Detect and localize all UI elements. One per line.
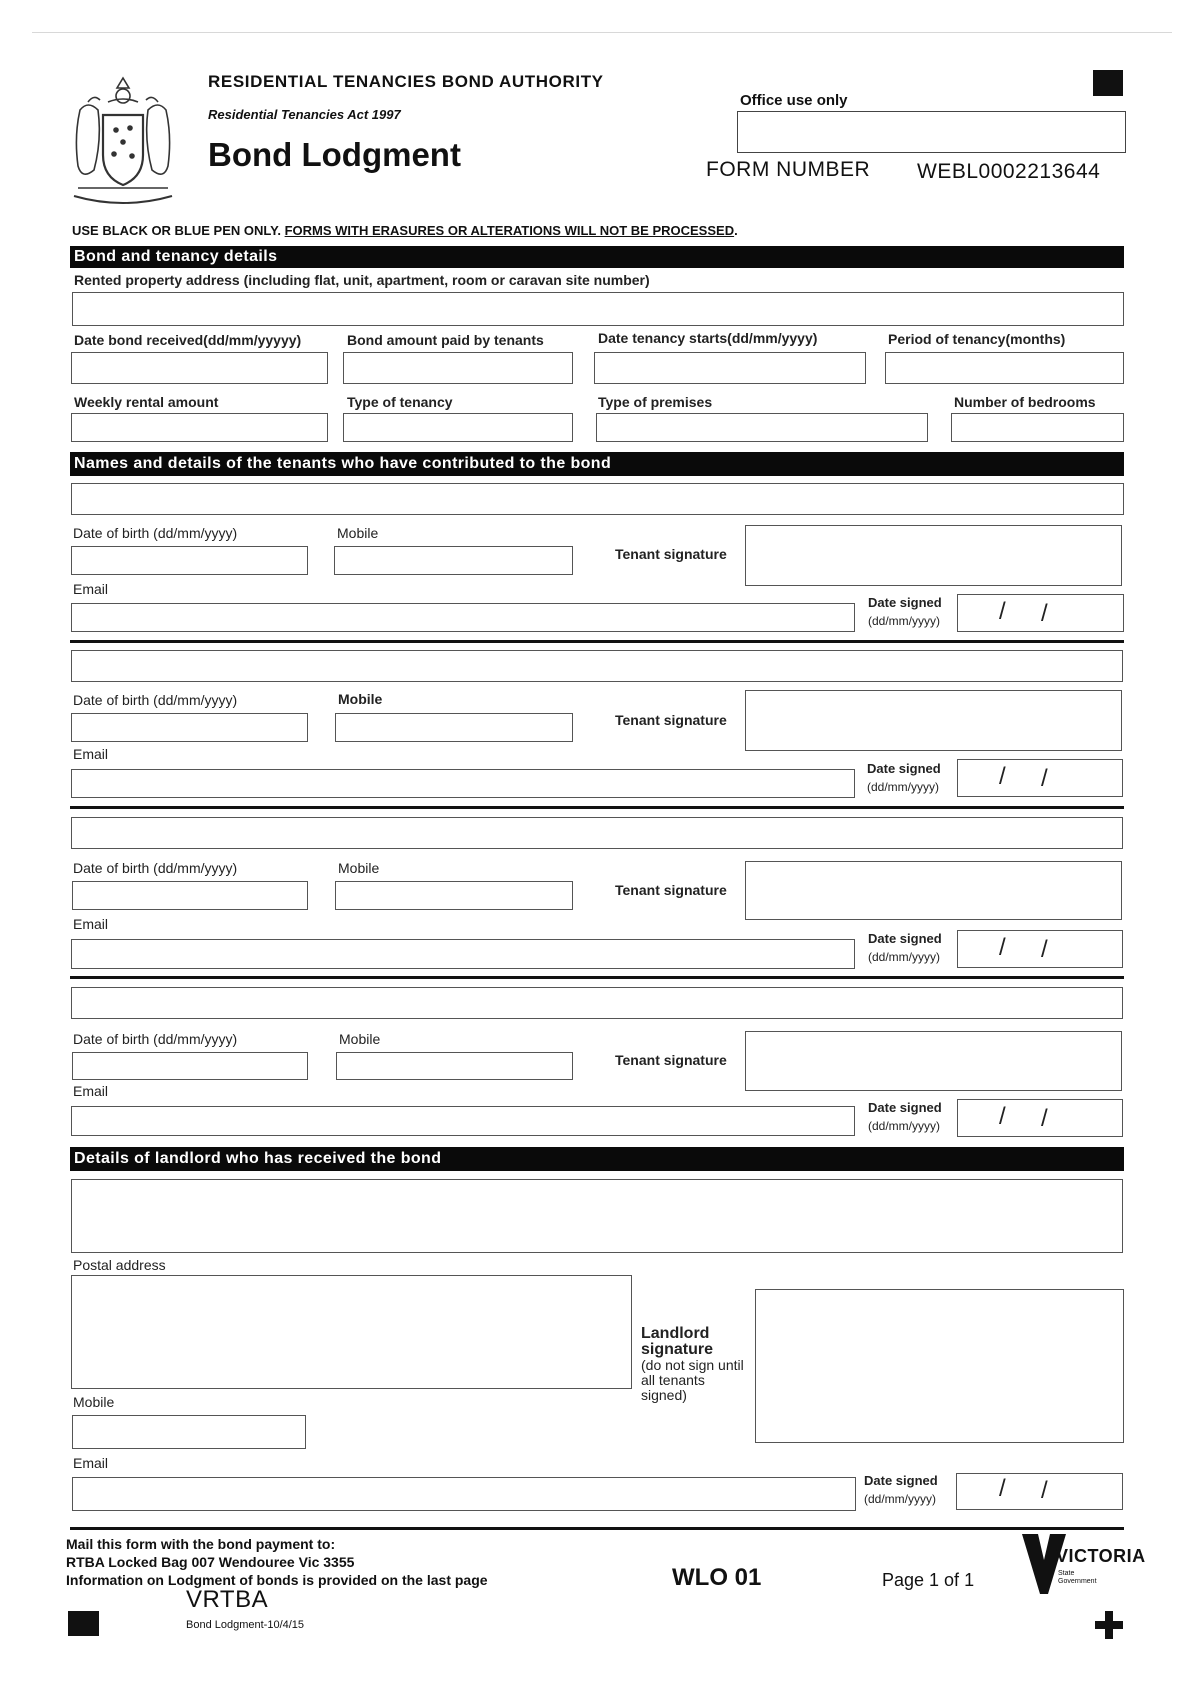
landlord-postal-field[interactable] [71, 1275, 632, 1389]
tenant-3-mobile-label: Mobile [338, 860, 380, 876]
period-of-tenancy-label: Period of tenancy(months) [888, 331, 1066, 347]
tenant-3-email-label: Email [73, 916, 109, 932]
period-of-tenancy-field[interactable] [885, 352, 1124, 384]
landlord-date-format: (dd/mm/yyyy) [864, 1492, 936, 1506]
tenant-4-signature-field[interactable] [745, 1031, 1122, 1091]
tenant-1-dob-label: Date of birth (dd/mm/yyyy) [73, 525, 238, 541]
type-of-tenancy-field[interactable] [343, 413, 573, 442]
weekly-rental-field[interactable] [71, 413, 328, 442]
form-version: Bond Lodgment-10/4/15 [186, 1619, 305, 1631]
section-landlord: Details of landlord who has received the bond [70, 1147, 1124, 1171]
tenant-3-mobile-field[interactable] [335, 881, 573, 910]
tenant-1-email-label: Email [73, 581, 109, 597]
top-rule [32, 32, 1172, 33]
number-of-bedrooms-field[interactable] [951, 413, 1124, 442]
tenant-2-dob-label: Date of birth (dd/mm/yyyy) [73, 692, 238, 708]
form-number-label: FORM NUMBER [706, 158, 871, 181]
tenant-2-mobile-field[interactable] [335, 713, 573, 742]
property-address-label: Rented property address (including flat, unit, apartment, room or caravan site number) [74, 272, 650, 288]
tenant-4-dob-label: Date of birth (dd/mm/yyyy) [73, 1031, 238, 1047]
registration-mark [1093, 70, 1123, 96]
tenant-2-date-signed-label: Date signed [867, 761, 941, 776]
landlord-email-field[interactable] [72, 1477, 856, 1511]
tenant-3-dob-field[interactable] [72, 881, 308, 910]
number-of-bedrooms-label: Number of bedrooms [954, 394, 1096, 410]
tenant-4-date-signed-field[interactable] [957, 1099, 1123, 1137]
office-use-box[interactable] [737, 111, 1126, 153]
tenant-1-date-slash-1: / [999, 598, 1006, 625]
tenant-1-date-signed-label: Date signed [868, 595, 942, 610]
landlord-mobile-field[interactable] [72, 1415, 306, 1449]
footer-rule [70, 1527, 1124, 1530]
tenant-4-dob-field[interactable] [72, 1052, 308, 1080]
landlord-date-signed-field[interactable] [956, 1473, 1123, 1510]
tenant-4-email-field[interactable] [71, 1106, 855, 1136]
tenant-1-signature-label: Tenant signature [615, 546, 727, 562]
tenant-1-dob-field[interactable] [71, 546, 308, 575]
coat-of-arms-icon [68, 70, 178, 212]
landlord-date-slash-1: / [999, 1475, 1006, 1502]
section-tenants: Names and details of the tenants who have contributed to the bond [70, 452, 1124, 476]
tenant-4-date-slash-1: / [999, 1103, 1006, 1130]
property-address-field[interactable] [72, 292, 1124, 326]
tenant-separator [70, 976, 1124, 979]
date-tenancy-starts-label: Date tenancy starts(dd/mm/yyyy) [598, 330, 818, 346]
tenant-3-date-format: (dd/mm/yyyy) [868, 950, 940, 964]
plus-mark-icon [1094, 1610, 1124, 1640]
tenant-2-signature-field[interactable] [745, 690, 1122, 751]
tenant-2-name-field[interactable] [71, 650, 1123, 682]
tenant-3-date-slash-2: / [1041, 936, 1048, 963]
office-use-label: Office use only [740, 92, 848, 109]
page-title: Bond Lodgment [208, 136, 461, 173]
landlord-signature-label: Landlord signature [641, 1325, 714, 1358]
tenant-2-date-slash-1: / [999, 763, 1006, 790]
tenant-3-signature-field[interactable] [745, 861, 1122, 920]
tenant-4-date-format: (dd/mm/yyyy) [868, 1119, 940, 1133]
landlord-postal-label: Postal address [73, 1257, 166, 1273]
tenant-1-signature-field[interactable] [745, 525, 1122, 586]
tenant-1-email-field[interactable] [71, 603, 855, 632]
section-bond-tenancy: Bond and tenancy details [70, 246, 1124, 268]
tenant-3-email-field[interactable] [71, 939, 855, 969]
tenant-2-date-format: (dd/mm/yyyy) [867, 780, 939, 794]
tenant-2-email-field[interactable] [71, 769, 855, 798]
type-of-premises-field[interactable] [596, 413, 928, 442]
act-reference: Residential Tenancies Act 1997 [208, 107, 401, 122]
tenant-2-mobile-label: Mobile [338, 691, 383, 707]
tenant-3-dob-label: Date of birth (dd/mm/yyyy) [73, 860, 238, 876]
tenant-1-name-field[interactable] [71, 483, 1124, 515]
landlord-date-slash-2: / [1041, 1477, 1048, 1504]
page-number: Page 1 of 1 [882, 1570, 975, 1590]
form-number: WEBL0002213644 [917, 160, 1101, 183]
tenant-1-mobile-label: Mobile [337, 525, 379, 541]
tenant-3-date-signed-field[interactable] [957, 930, 1123, 968]
tenant-4-name-field[interactable] [71, 987, 1123, 1019]
landlord-mobile-label: Mobile [73, 1394, 115, 1410]
type-of-premises-label: Type of premises [598, 394, 713, 410]
tenant-3-name-field[interactable] [71, 817, 1123, 849]
tenant-2-email-label: Email [73, 746, 109, 762]
tenant-4-signature-label: Tenant signature [615, 1052, 727, 1068]
tenant-separator [70, 640, 1124, 643]
tenant-4-date-signed-label: Date signed [868, 1100, 942, 1115]
landlord-date-signed-label: Date signed [864, 1473, 938, 1488]
tenant-2-date-slash-2: / [1041, 765, 1048, 792]
bond-amount-field[interactable] [343, 352, 573, 384]
landlord-signature-field[interactable] [755, 1289, 1124, 1443]
tenant-3-date-signed-label: Date signed [868, 931, 942, 946]
vrtba-label: VRTBA [186, 1586, 269, 1613]
type-of-tenancy-label: Type of tenancy [347, 394, 453, 410]
organisation-name: RESIDENTIAL TENANCIES BOND AUTHORITY [208, 72, 604, 91]
registration-mark [68, 1611, 99, 1636]
tenant-1-date-format: (dd/mm/yyyy) [868, 614, 940, 628]
tenant-4-email-label: Email [73, 1083, 109, 1099]
tenant-3-date-slash-1: / [999, 934, 1006, 961]
mailing-instructions: Mail this form with the bond payment to: RTBA Locked Bag 007 Wendouree Vic 3355 Information on Lodgment of bonds is provided on the last page [66, 1536, 488, 1588]
tenant-1-mobile-field[interactable] [334, 546, 573, 575]
form-code: WLO 01 [672, 1564, 762, 1591]
pen-instruction: USE BLACK OR BLUE PEN ONLY. FORMS WITH ERASURES OR ALTERATIONS WILL NOT BE PROCESSED. [72, 223, 738, 238]
landlord-email-label: Email [73, 1455, 109, 1471]
date-bond-received-field[interactable] [71, 352, 328, 384]
tenant-4-mobile-field[interactable] [336, 1052, 573, 1080]
date-bond-received-label: Date bond received(dd/mm/yyyyy) [74, 332, 302, 348]
victoria-logo: VICTORIA State Government [1020, 1530, 1125, 1598]
tenant-3-signature-label: Tenant signature [615, 882, 727, 898]
bond-amount-label: Bond amount paid by tenants [347, 332, 544, 348]
tenant-separator [70, 806, 1124, 809]
tenant-1-date-slash-2: / [1041, 600, 1048, 627]
landlord-name-field[interactable] [71, 1179, 1123, 1253]
tenant-2-date-signed-field[interactable] [957, 759, 1123, 797]
date-tenancy-starts-field[interactable] [594, 352, 866, 384]
tenant-2-signature-label: Tenant signature [615, 712, 727, 728]
tenant-4-date-slash-2: / [1041, 1105, 1048, 1132]
tenant-4-mobile-label: Mobile [339, 1031, 381, 1047]
landlord-signature-note: (do not sign until all tenants signed) [641, 1357, 744, 1403]
weekly-rental-label: Weekly rental amount [74, 394, 219, 410]
tenant-2-dob-field[interactable] [71, 713, 308, 742]
